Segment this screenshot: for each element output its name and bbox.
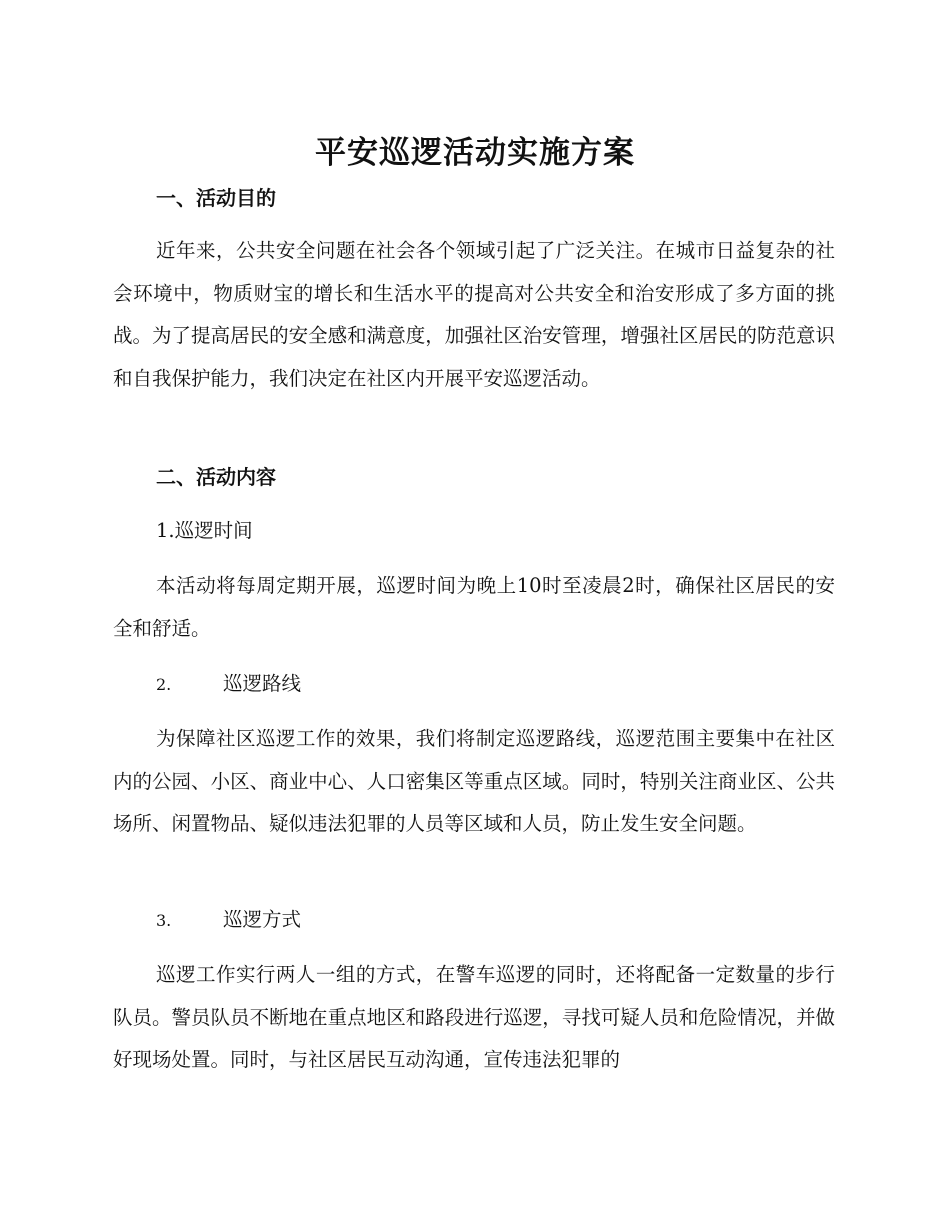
subheading-patrol-method [156, 905, 301, 936]
document-title: 平安巡逻活动实施方案 [315, 135, 635, 171]
item-number: 3. [156, 911, 172, 930]
paragraph-patrol-route: 为保障社区巡逻工作的效果，我们将制定巡逻路线，巡逻范围主要集中在社区内的公园、小区、商业中心、人口密集区等重点区域。同时，特别关注商业区、公共场所、闲置物品、疑似违法犯罪的人员等区域和人员，防止发生安全问题。 [113, 727, 835, 835]
paragraph-patrol-method: 巡逻工作实行两人一组的方式，在警车巡逻的同时，还将配备一定数量的步行队员。警员队员不断地在重点地区和路段进行巡逻，寻找可疑人员和危险情况，并做好现场处置。同时，与社区居民互动沟通，宣传违法犯罪的 [113, 963, 835, 1071]
section-heading-purpose: 一、活动目的 [156, 186, 276, 210]
paragraph-patrol-time: 本活动将每周定期开展，巡逻时间为晚上10时至凌晨2时，确保社区居民的安全和舒适。 [113, 574, 835, 640]
item-title: 巡逻路线 [223, 672, 302, 695]
item-title: 巡逻方式 [223, 908, 302, 931]
subheading-patrol-route [156, 669, 301, 700]
item-number: 2. [156, 675, 172, 694]
subheading-patrol-time: 1.巡逻时间 [156, 519, 253, 542]
paragraph-purpose: 近年来，公共安全问题在社会各个领域引起了广泛关注。在城市日益复杂的社会环境中，物质财宝的增长和生活水平的提高对公共安全和治安形成了多方面的挑战。为了提高居民的安全感和满意度，加强社区治安管理，增强社区居民的防范意识和自我保护能力，我们决定在社区内开展平安巡逻活动。 [113, 239, 835, 390]
section-heading-content: 二、活动内容 [156, 465, 276, 489]
